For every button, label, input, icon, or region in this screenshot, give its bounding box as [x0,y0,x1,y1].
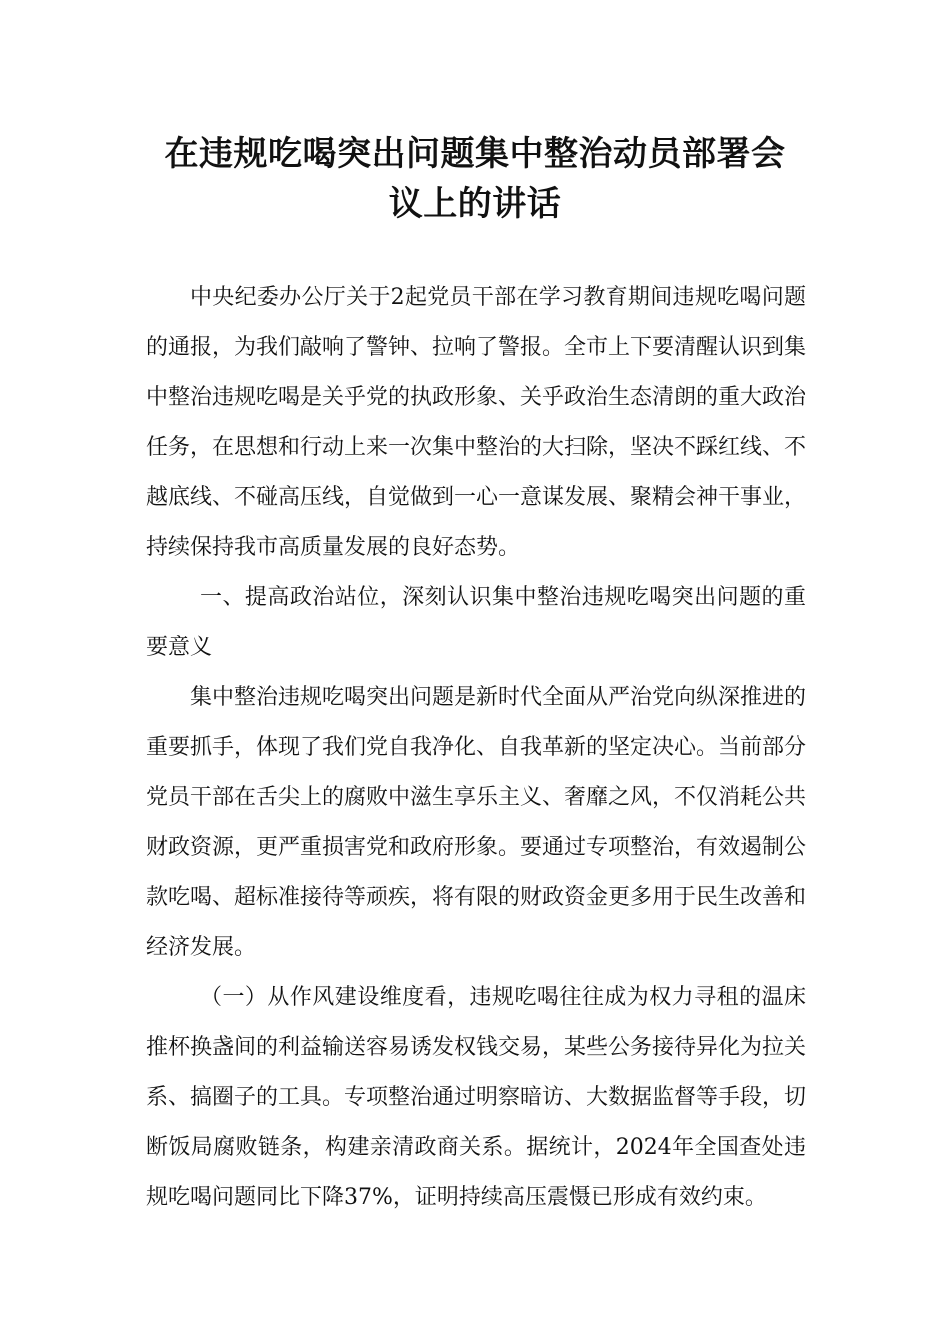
document-body [146,273,806,1223]
subsection-paragraph: （一）从作风建设维度看，违规吃喝往往成为权力寻租的温床推杯换盏间的利益输送容易诱发权钱交易，某些公务接待异化为拉关系、搞圈子的工具。专项整治通过明察暗访、大数据监督等手段，切断饭局腐败链条，构建亲清政商关系。据统计，2024年全国查处违规吃喝问题同比下降37%，证明持续高压震慑已形成有效约束。 [146,985,807,1210]
intro-paragraph: 中央纪委办公厅关于2起党员干部在学习教育期间违规吃喝问题的通报，为我们敲响了警钟、拉响了警报。全市上下要清醒认识到集中整治违规吃喝是关乎党的执政形象、关乎政治生态清朗的重大政治任务，在思想和行动上来一次集中整治的大扫除，坚决不踩红线、不越底线、不碰高压线，自觉做到一心一意谋发展、聚精会神干事业，持续保持我市高质量发展的良好态势。 [146,285,807,560]
body-paragraph: 集中整治违规吃喝突出问题是新时代全面从严治党向纵深推进的重要抓手，体现了我们党自我净化、自我革新的坚定决心。当前部分党员干部在舌尖上的腐败中滋生享乐主义、奢靡之风，不仅消耗公共财政资源，更严重损害党和政府形象。要通过专项整治，有效遏制公款吃喝、超标准接待等顽疾，将有限的财政资金更多用于民生改善和经济发展。 [146,685,807,960]
document-title-line-1: 在违规吃喝突出问题集中整治动员部署会 [164,134,786,174]
document-title-line-2: 议上的讲话 [388,184,562,224]
section-heading: 一、提高政治站位，深刻认识集中整治违规吃喝突出问题的重要意义 [146,585,806,660]
